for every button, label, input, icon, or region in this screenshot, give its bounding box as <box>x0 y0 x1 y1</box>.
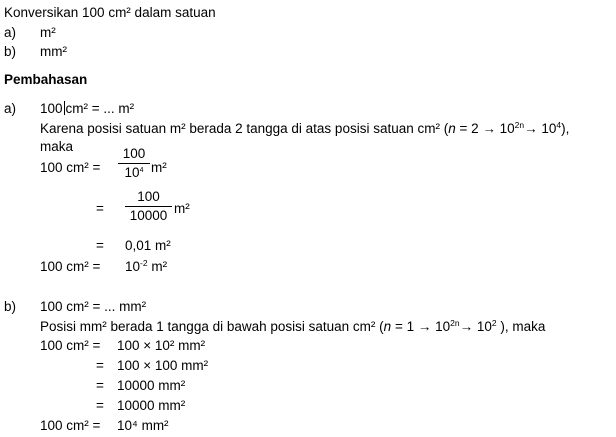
question-a-label: a) <box>4 25 17 40</box>
expl-n: n <box>383 319 392 334</box>
text-caret <box>64 101 65 115</box>
expl-arrow: → 10 <box>459 319 492 334</box>
fraction-2-bar <box>125 206 172 207</box>
part-b-question: 100 cm² = ... mm² <box>40 299 147 314</box>
part-b-result-final: 10⁴ mm² <box>117 418 169 433</box>
part-a-result-3: 0,01 m² <box>125 238 171 253</box>
part-a-label: a) <box>4 101 17 116</box>
expl-end: ), <box>561 121 570 136</box>
question-title: Konversikan 100 cm² dalam satuan <box>4 5 216 20</box>
part-b-result-4: 10000 mm² <box>117 398 186 413</box>
equals-sign: = <box>96 378 104 393</box>
equals-sign: = <box>96 358 104 373</box>
fraction-2-denominator: 10000 <box>129 208 168 223</box>
fraction-2 <box>125 189 172 224</box>
part-a-question-number: 100 <box>40 101 63 116</box>
part-b-lhs: 100 cm² = <box>40 338 101 353</box>
part-a-question-rest: cm² = ... m² <box>65 101 135 116</box>
expl-exp-2n: 2n <box>450 318 460 328</box>
section-heading: Pembahasan <box>4 72 88 87</box>
expl-eq: = 1 → 10 <box>391 319 451 334</box>
part-b-result-3: 10000 mm² <box>117 378 186 393</box>
r4-unit: m² <box>151 259 168 274</box>
expl-arrow: → 10 <box>524 121 557 136</box>
part-a-maka: maka <box>40 139 74 154</box>
den-base: 10 <box>124 165 140 180</box>
expl-n: n <box>448 121 456 136</box>
question-a-unit: m² <box>40 25 56 40</box>
part-a-result-final <box>125 259 167 275</box>
den-exp: 4 <box>139 167 144 174</box>
expl-text: Karena posisi satuan m² berada 2 tangga di atas posisi satuan cm² ( <box>40 121 449 136</box>
equals-sign: = <box>96 201 104 216</box>
part-a-explanation <box>40 121 569 137</box>
question-b-unit: mm² <box>40 44 67 59</box>
part-b-result-2: 100 × 100 mm² <box>117 358 209 373</box>
expl-exp-4: 4 <box>556 120 562 130</box>
r4-exp: -2 <box>140 258 148 268</box>
equals-sign: = <box>96 398 104 413</box>
equals-sign: = <box>96 238 104 253</box>
part-b-lhs-final: 100 cm² = <box>40 418 101 433</box>
part-a-lhs-final: 100 cm² = <box>40 259 101 274</box>
part-a-lhs: 100 cm² = <box>40 160 101 175</box>
expl-text: Posisi mm² berada 1 tangga di bawah posisi satuan cm² ( <box>40 319 384 334</box>
part-b-result-1: 100 × 10² mm² <box>117 338 206 353</box>
expl-eq: = 2 → 10 <box>455 121 515 136</box>
expl-exp-2n: 2n <box>514 120 525 130</box>
fraction-2-unit: m² <box>174 201 190 216</box>
fraction-1-denominator <box>118 165 150 181</box>
r4-base: 10 <box>125 259 141 274</box>
fraction-1-bar <box>118 163 150 164</box>
fraction-2-numerator: 100 <box>137 189 160 204</box>
fraction-1-numerator: 100 <box>122 146 146 161</box>
question-b-label: b) <box>4 44 17 59</box>
fraction-1 <box>118 146 150 181</box>
part-b-label: b) <box>4 299 17 314</box>
part-b-explanation <box>40 319 545 335</box>
part-a-question <box>40 101 134 117</box>
expl-end: ), maka <box>496 319 546 334</box>
fraction-1-unit: m² <box>151 160 167 175</box>
expl-exp-2: 2 <box>491 318 497 328</box>
